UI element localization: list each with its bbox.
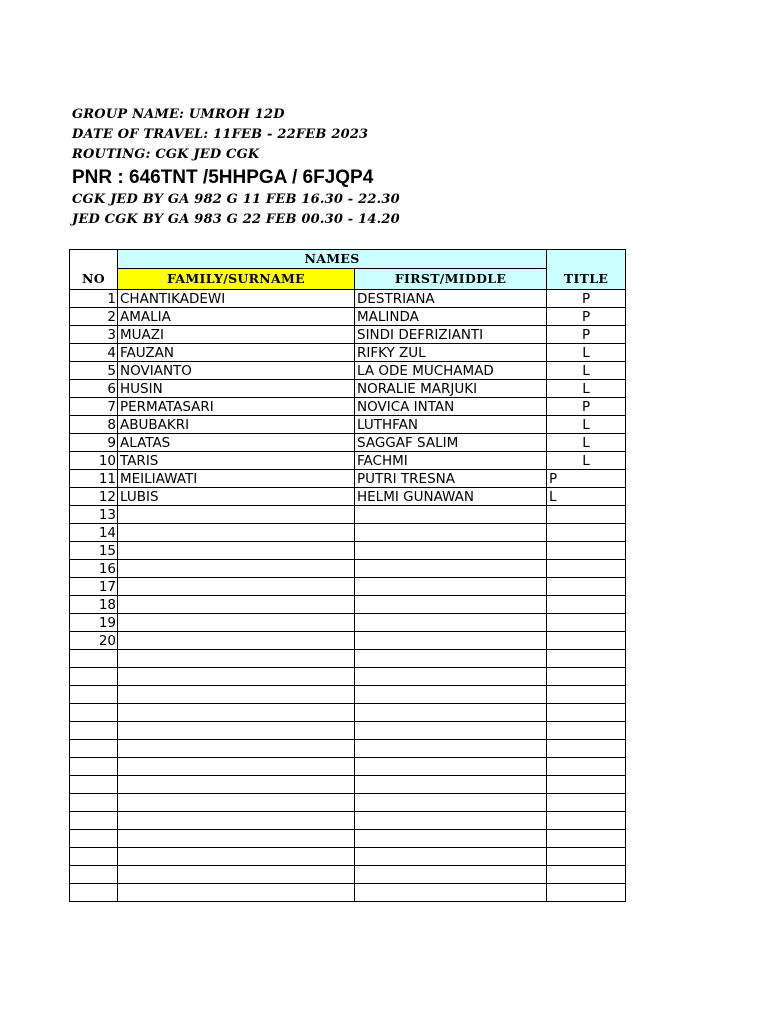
family-name-cell (118, 776, 355, 794)
title-cell: L (547, 362, 626, 380)
col-header-no: NO (70, 250, 118, 290)
col-header-family: FAMILY/SURNAME (118, 269, 355, 290)
row-number: 20 (70, 632, 118, 650)
title-cell: L (547, 416, 626, 434)
first-name-cell (355, 794, 547, 812)
family-name-cell (118, 794, 355, 812)
first-name-cell (355, 722, 547, 740)
table-row (70, 830, 626, 848)
passenger-table (69, 249, 626, 902)
table-row (70, 884, 626, 902)
first-name-cell (355, 632, 547, 650)
row-number (70, 830, 118, 848)
names-header: NAMES (118, 250, 547, 269)
title-cell (547, 794, 626, 812)
title-cell (547, 722, 626, 740)
table-row (70, 596, 626, 614)
title-cell (547, 614, 626, 632)
table-row (70, 704, 626, 722)
title-cell (547, 542, 626, 560)
table-row (70, 668, 626, 686)
family-name-cell (118, 650, 355, 668)
col-header-title: TITLE (547, 250, 626, 290)
family-name-cell (118, 614, 355, 632)
title-cell: L (547, 380, 626, 398)
first-name-cell (355, 812, 547, 830)
family-name-cell (118, 506, 355, 524)
first-name-cell (355, 704, 547, 722)
first-name-cell (355, 866, 547, 884)
table-row (70, 470, 626, 488)
row-number (70, 686, 118, 704)
family-name-cell: MUAZI (118, 326, 355, 344)
table-row (70, 452, 626, 470)
family-name-cell: LUBIS (118, 488, 355, 506)
title-cell (547, 506, 626, 524)
first-name-cell (355, 596, 547, 614)
table-row (70, 326, 626, 344)
row-number: 1 (70, 290, 118, 308)
row-number: 13 (70, 506, 118, 524)
table-row (70, 632, 626, 650)
row-number: 18 (70, 596, 118, 614)
row-number (70, 704, 118, 722)
family-name-cell: PERMATASARI (118, 398, 355, 416)
row-number (70, 794, 118, 812)
table-row (70, 578, 626, 596)
title-cell: L (547, 452, 626, 470)
family-name-cell (118, 830, 355, 848)
title-cell (547, 812, 626, 830)
flight-return: JED CGK BY GA 983 G 22 FEB 00.30 - 14.20 (72, 212, 400, 227)
first-name-cell: SAGGAF SALIM (355, 434, 547, 452)
row-number (70, 650, 118, 668)
family-name-cell (118, 848, 355, 866)
table-row (70, 812, 626, 830)
family-name-cell (118, 866, 355, 884)
family-name-cell: ABUBAKRI (118, 416, 355, 434)
first-name-cell (355, 758, 547, 776)
family-name-cell (118, 812, 355, 830)
table-row (70, 758, 626, 776)
first-name-cell: MALINDA (355, 308, 547, 326)
table-row (70, 560, 626, 578)
row-number: 8 (70, 416, 118, 434)
row-number: 4 (70, 344, 118, 362)
title-cell (547, 830, 626, 848)
row-number: 11 (70, 470, 118, 488)
family-name-cell (118, 524, 355, 542)
row-number (70, 722, 118, 740)
table-row (70, 794, 626, 812)
title-cell: P (547, 470, 626, 488)
row-number: 10 (70, 452, 118, 470)
title-cell (547, 524, 626, 542)
row-number: 7 (70, 398, 118, 416)
family-name-cell (118, 758, 355, 776)
table-row (70, 488, 626, 506)
first-name-cell (355, 686, 547, 704)
family-name-cell (118, 596, 355, 614)
title-cell: P (547, 398, 626, 416)
row-number (70, 884, 118, 902)
row-number: 14 (70, 524, 118, 542)
title-cell (547, 560, 626, 578)
title-cell: L (547, 344, 626, 362)
family-name-cell: MEILIAWATI (118, 470, 355, 488)
title-cell (547, 668, 626, 686)
first-name-cell: FACHMI (355, 452, 547, 470)
title-cell (547, 866, 626, 884)
family-name-cell (118, 722, 355, 740)
title-cell (547, 884, 626, 902)
title-cell: L (547, 488, 626, 506)
table-row (70, 344, 626, 362)
table-row (70, 416, 626, 434)
table-row (70, 740, 626, 758)
flight-outbound: CGK JED BY GA 982 G 11 FEB 16.30 - 22.30 (72, 192, 400, 207)
table-row (70, 524, 626, 542)
family-name-cell (118, 686, 355, 704)
first-name-cell: NOVICA INTAN (355, 398, 547, 416)
group-header (72, 105, 692, 230)
row-number: 16 (70, 560, 118, 578)
table-row (70, 722, 626, 740)
row-number: 5 (70, 362, 118, 380)
table-row (70, 848, 626, 866)
first-name-cell: HELMI GUNAWAN (355, 488, 547, 506)
title-cell (547, 704, 626, 722)
family-name-cell (118, 884, 355, 902)
group-name: GROUP NAME: UMROH 12D (72, 107, 285, 122)
family-name-cell (118, 542, 355, 560)
row-number (70, 776, 118, 794)
table-row (70, 506, 626, 524)
family-name-cell: HUSIN (118, 380, 355, 398)
row-number: 6 (70, 380, 118, 398)
table-row (70, 650, 626, 668)
first-name-cell (355, 614, 547, 632)
first-name-cell (355, 740, 547, 758)
title-cell (547, 848, 626, 866)
family-name-cell: CHANTIKADEWI (118, 290, 355, 308)
family-name-cell (118, 578, 355, 596)
first-name-cell (355, 524, 547, 542)
first-name-cell (355, 830, 547, 848)
table-row (70, 542, 626, 560)
first-name-cell: PUTRI TRESNA (355, 470, 547, 488)
family-name-cell: AMALIA (118, 308, 355, 326)
row-number: 3 (70, 326, 118, 344)
family-name-cell: FAUZAN (118, 344, 355, 362)
table-row (70, 398, 626, 416)
row-number: 15 (70, 542, 118, 560)
row-number: 2 (70, 308, 118, 326)
row-number: 19 (70, 614, 118, 632)
title-cell (547, 632, 626, 650)
family-name-cell: TARIS (118, 452, 355, 470)
row-number (70, 866, 118, 884)
first-name-cell (355, 578, 547, 596)
first-name-cell: LA ODE MUCHAMAD (355, 362, 547, 380)
table-row (70, 434, 626, 452)
first-name-cell: SINDI DEFRIZIANTI (355, 326, 547, 344)
table-row (70, 866, 626, 884)
first-name-cell (355, 560, 547, 578)
title-cell (547, 596, 626, 614)
title-cell: P (547, 290, 626, 308)
title-cell (547, 686, 626, 704)
title-cell: P (547, 308, 626, 326)
first-name-cell (355, 884, 547, 902)
first-name-cell: LUTHFAN (355, 416, 547, 434)
family-name-cell: NOVIANTO (118, 362, 355, 380)
title-cell: L (547, 434, 626, 452)
title-cell (547, 776, 626, 794)
routing: ROUTING: CGK JED CGK (72, 147, 260, 162)
title-cell (547, 650, 626, 668)
table-row (70, 686, 626, 704)
row-number (70, 758, 118, 776)
row-number: 9 (70, 434, 118, 452)
table-row (70, 362, 626, 380)
first-name-cell (355, 776, 547, 794)
first-name-cell (355, 668, 547, 686)
first-name-cell (355, 650, 547, 668)
col-header-first: FIRST/MIDDLE (355, 269, 547, 290)
title-cell (547, 578, 626, 596)
title-cell (547, 758, 626, 776)
title-cell: P (547, 326, 626, 344)
first-name-cell: DESTRIANA (355, 290, 547, 308)
title-cell (547, 740, 626, 758)
table-row (70, 290, 626, 308)
first-name-cell (355, 848, 547, 866)
row-number (70, 668, 118, 686)
table-row (70, 614, 626, 632)
date-of-travel: DATE OF TRAVEL: 11FEB - 22FEB 2023 (72, 127, 369, 142)
first-name-cell: RIFKY ZUL (355, 344, 547, 362)
family-name-cell (118, 704, 355, 722)
passenger-rows (70, 290, 626, 902)
family-name-cell (118, 560, 355, 578)
first-name-cell (355, 506, 547, 524)
pnr-code: PNR : 646TNT /5HHPGA / 6FJQP4 (72, 167, 374, 188)
family-name-cell (118, 632, 355, 650)
row-number: 17 (70, 578, 118, 596)
family-name-cell (118, 740, 355, 758)
row-number (70, 740, 118, 758)
first-name-cell: NORALIE MARJUKI (355, 380, 547, 398)
row-number: 12 (70, 488, 118, 506)
row-number (70, 848, 118, 866)
table-row (70, 380, 626, 398)
row-number (70, 812, 118, 830)
table-row (70, 308, 626, 326)
first-name-cell (355, 542, 547, 560)
family-name-cell: ALATAS (118, 434, 355, 452)
family-name-cell (118, 668, 355, 686)
table-row (70, 776, 626, 794)
